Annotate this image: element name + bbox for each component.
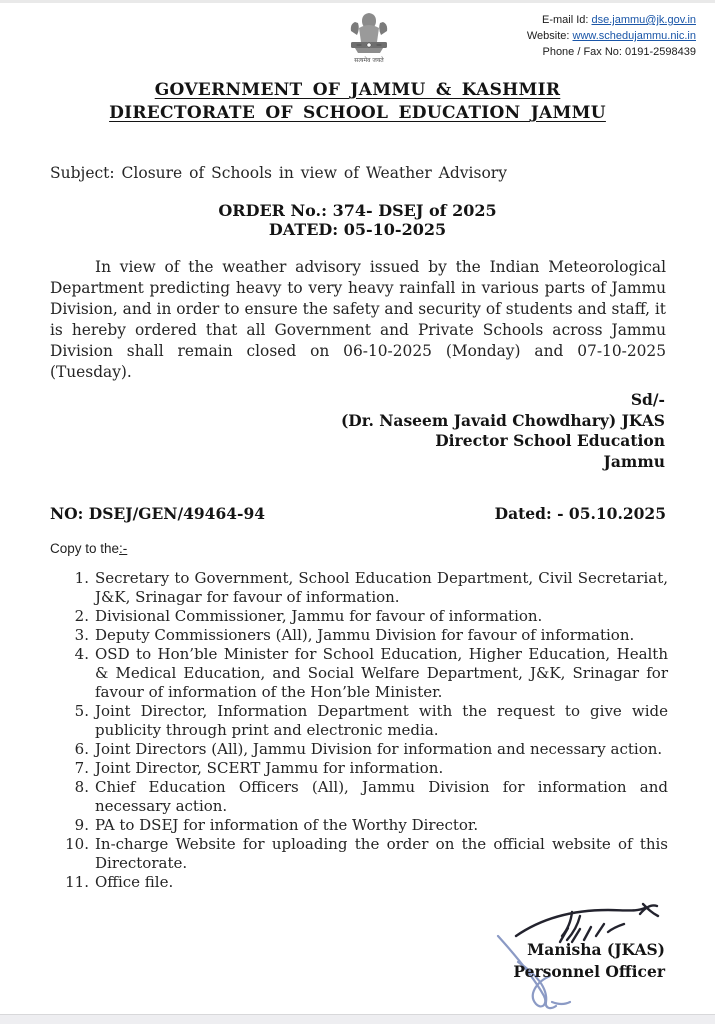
footer-signatory-name: Manisha (JKAS) xyxy=(527,940,665,959)
signatory-block xyxy=(341,390,665,472)
order-body-paragraph: In view of the weather advisory issued by the Indian Meteorological Department predicting heavy to very heavy rainfall in various parts of Jammu Division, and in order to ensure the safety and security of students and staff, it is hereby ordered that all Government and Private Schools across Jammu Division shall remain closed on 06-10-2025 (Monday) and 07-10-2025 (Tuesday). xyxy=(50,258,666,381)
bottom-edge-strip xyxy=(0,1014,715,1024)
copy-to-text: Copy to the xyxy=(50,541,120,556)
letterhead-title xyxy=(0,79,715,125)
list-item: Joint Director, SCERT Jammu for information. xyxy=(95,759,444,777)
list-item: Office file. xyxy=(95,873,174,891)
list-item: In-charge Website for uploading the order on the official website of this Directorate. xyxy=(95,835,668,872)
contact-block xyxy=(527,12,696,60)
order-number: ORDER No.: 374- DSEJ of 2025 xyxy=(218,201,497,220)
emblem-motto: सत्यमेव जयते xyxy=(354,57,384,64)
government-title: GOVERNMENT OF JAMMU & KASHMIR xyxy=(154,80,561,100)
reference-date: Dated: - 05.10.2025 xyxy=(494,504,666,523)
sd-line: Sd/- xyxy=(630,390,665,409)
list-item: Joint Directors (All), Jammu Division for information and necessary action. xyxy=(95,740,663,758)
list-item: Divisional Commissioner, Jammu for favour of information. xyxy=(95,607,543,625)
list-item: Joint Director, Information Department with the request to give wide publicity through print and electronic media. xyxy=(95,702,668,739)
india-national-emblem-icon xyxy=(343,8,395,66)
footer-signatory-block xyxy=(513,939,665,983)
reference-number: NO: DSEJ/GEN/49464-94 xyxy=(50,504,266,523)
footer-signatory-designation: Personnel Officer xyxy=(513,962,665,981)
list-item: Deputy Commissioners (All), Jammu Division for favour of information. xyxy=(95,626,635,644)
signatory-place: Jammu xyxy=(603,451,665,471)
order-heading xyxy=(0,201,715,239)
top-edge-strip xyxy=(0,0,715,3)
email-link[interactable]: dse.jammu@jk.gov.in xyxy=(591,14,696,26)
phone-line: Phone / Fax No: 0191-2598439 xyxy=(542,46,696,58)
reference-row xyxy=(50,504,666,523)
list-item: Secretary to Government, School Education Department, Civil Secretariat, J&K, Srinagar for favour of information. xyxy=(95,569,668,606)
list-item: OSD to Hon’ble Minister for School Education, Higher Education, Health & Medical Education, and Social Welfare Department, J&K, Srinagar for favour of information of the Hon’ble Minister. xyxy=(95,645,668,701)
website-line xyxy=(527,28,696,44)
website-label: Website: xyxy=(526,30,573,42)
list-item: Chief Education Officers (All), Jammu Division for information and necessary action. xyxy=(95,778,668,815)
order-date: DATED: 05-10-2025 xyxy=(268,220,447,239)
list-item: PA to DSEJ for information of the Worthy Director. xyxy=(95,816,479,834)
email-label: E-mail Id: xyxy=(541,14,592,26)
signatory-name: (Dr. Naseem Javaid Chowdhary) JKAS xyxy=(340,410,665,430)
copy-to-suffix: :- xyxy=(119,541,128,556)
subject-line: Subject: Closure of Schools in view of Weather Advisory xyxy=(50,164,507,182)
email-line xyxy=(527,12,696,28)
directorate-title: DIRECTORATE OF SCHOOL EDUCATION JAMMU xyxy=(109,103,606,123)
signatory-designation: Director School Education xyxy=(435,431,665,450)
copy-distribution-list xyxy=(50,569,668,892)
copy-to-label xyxy=(50,541,127,556)
website-link[interactable]: www.schedujammu.nic.in xyxy=(572,30,696,42)
